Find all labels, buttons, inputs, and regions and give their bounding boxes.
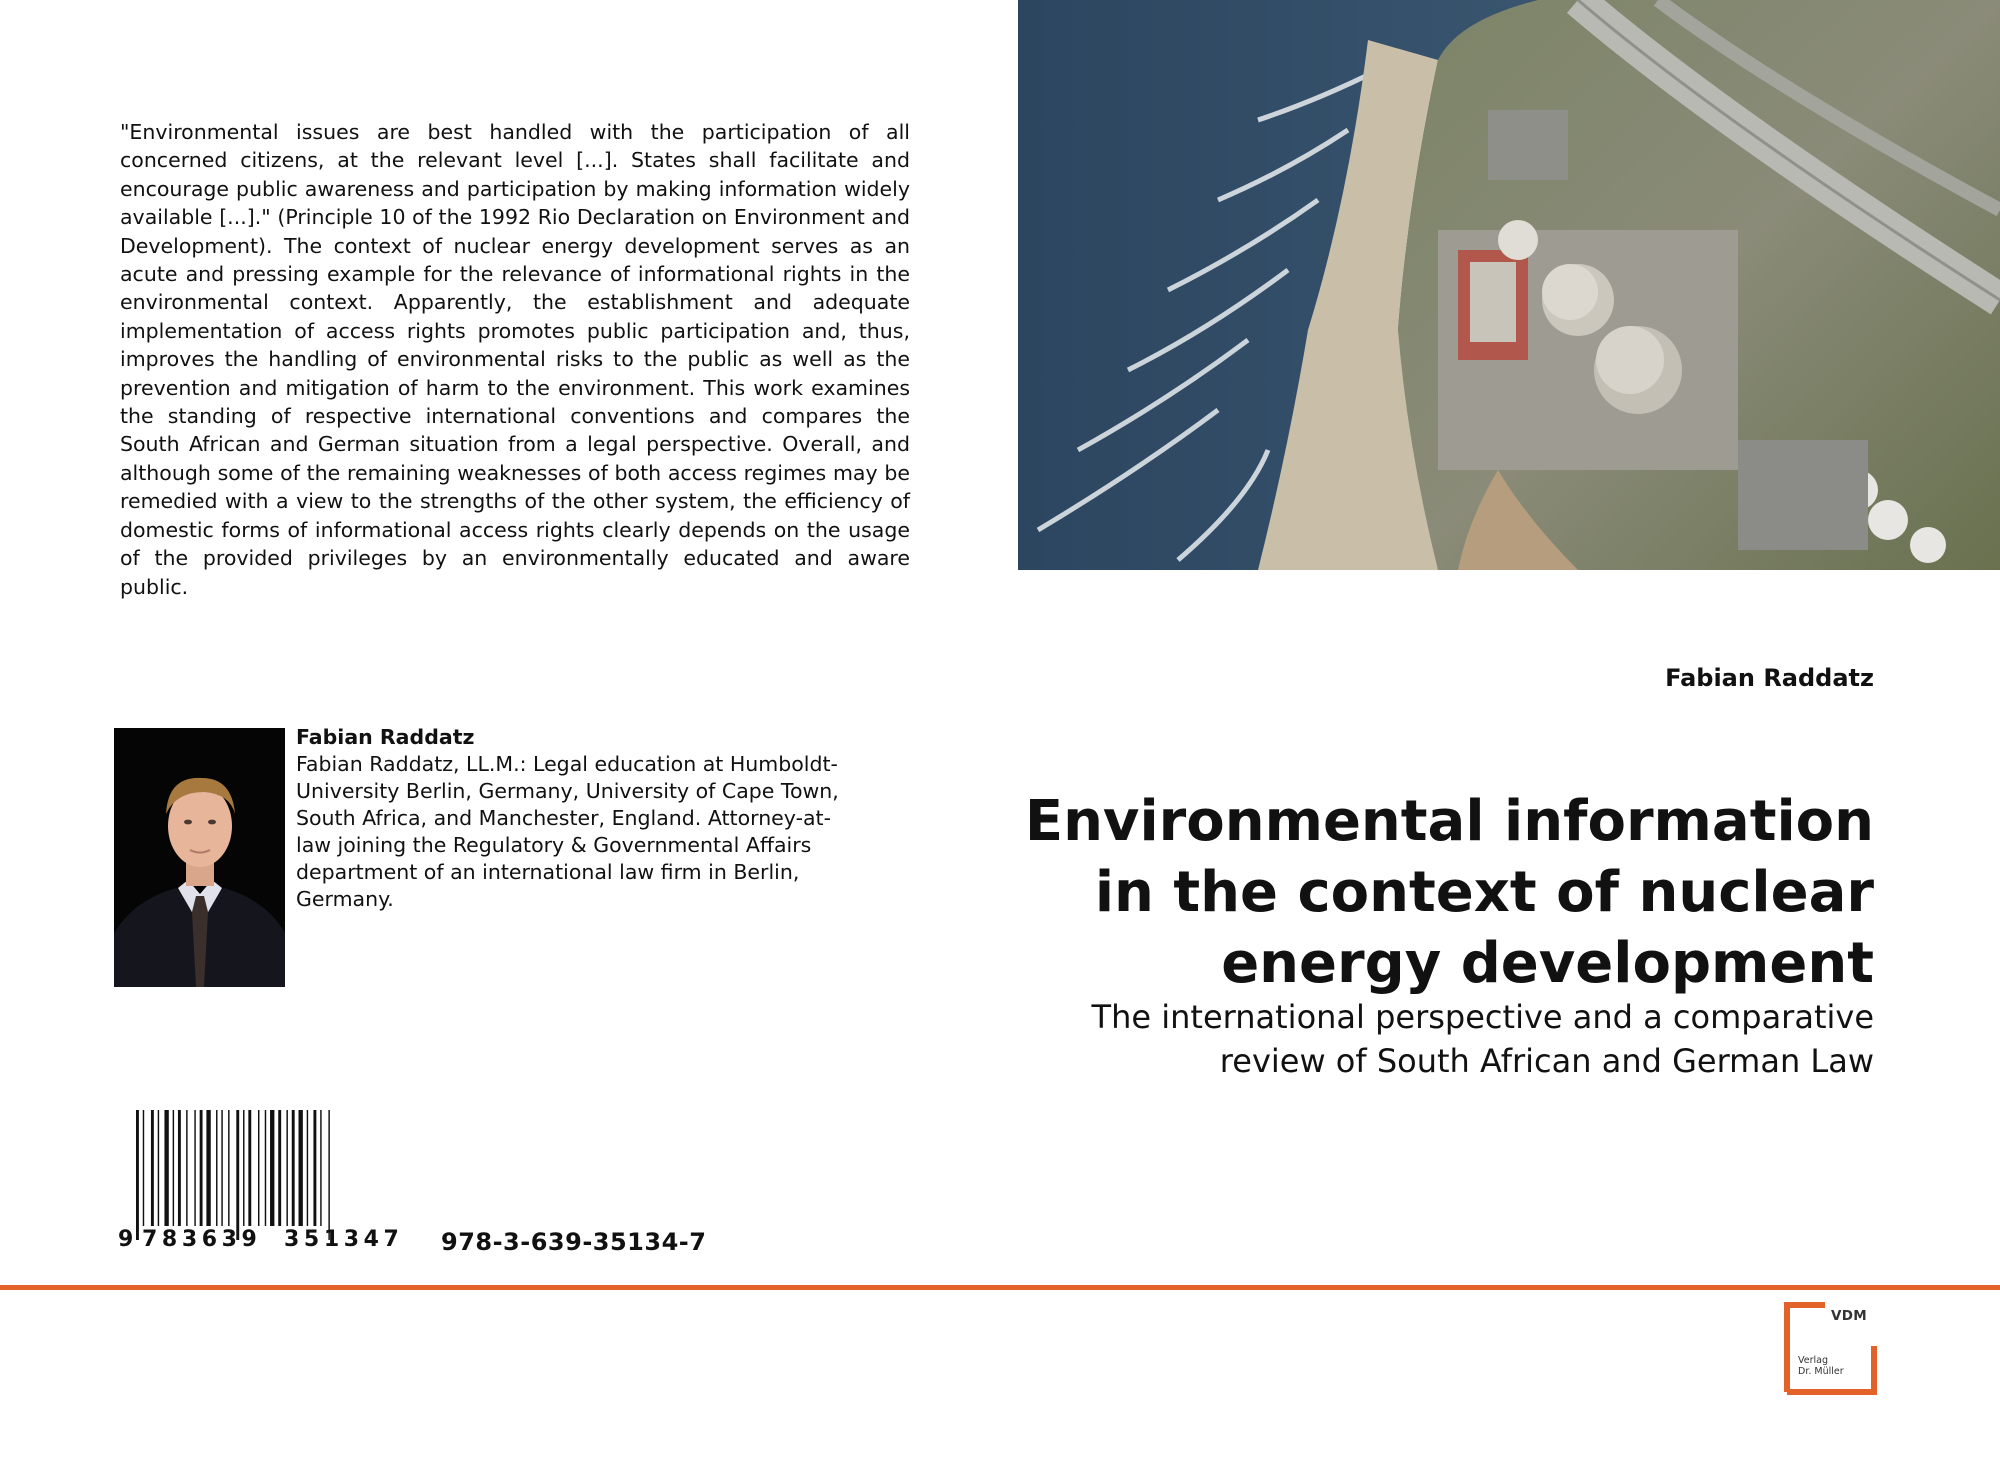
book-title [974, 786, 1874, 999]
publisher-name: VDM [1831, 1308, 1867, 1324]
barcode-graphic [110, 1108, 430, 1258]
author-portrait-image [114, 728, 285, 987]
barcode-digit-group-right: 351347 [284, 1227, 404, 1252]
front-cover-author: Fabian Raddatz [1665, 664, 1874, 692]
isbn-barcode [110, 1108, 430, 1258]
book-subtitle-line-1: The international perspective and a comparative [1091, 998, 1874, 1036]
cover-photo-nuclear-plant [1018, 0, 2000, 570]
book-title-line-3: energy development [1221, 931, 1874, 996]
book-title-line-2: in the context of nuclear [1094, 860, 1874, 925]
barcode-digit-group-left: 783639 [142, 1227, 262, 1252]
author-bio-text: Fabian Raddatz, LL.M.: Legal education at Humboldt-University Berlin, Germany, University of Cape Town, South Africa, and Manchester, England. Attorney-at-law joining the Regulatory & Governmental Affairs department of an international law firm in Berlin, Germany. [296, 752, 839, 911]
aerial-photo-image [1018, 0, 2000, 570]
publisher-logo [1784, 1302, 1877, 1395]
publisher-imprint-line-1: Verlag [1798, 1355, 1829, 1366]
publisher-imprint-line-2: Dr. Müller [1798, 1365, 1844, 1377]
author-portrait-photo [114, 728, 285, 987]
back-cover-blurb: "Environmental issues are best handled with the participation of all concerned citizens, at the relevant level [...]. States shall facilitate and encourage public awareness and participation by making information widely available [...]." (Principle 10 of the 1992 Rio Declaration on Environment and Development). The context of nuclear energy development serves as an acute and pressing example for the relevance of informational rights in the environmental context. Apparently, the establishment and adequate implementation of access rights promotes public participation and, thus, improves the handling of environmental risks to the public as well as the prevention and mitigation of harm to the environment. This work examines the standing of respective international conventions and compares the South African and German situation from a legal perspective. Overall, and although some of the remaining weaknesses of both access regimes may be remedied with a view to the strengths of the other system, the efficiency of domestic forms of informational access rights clearly depends on the usage of the provided privileges by an environmentally educated and aware public. [120, 120, 910, 599]
book-subtitle [974, 995, 1874, 1083]
book-subtitle-line-2: review of South African and German Law [1219, 1042, 1874, 1080]
publisher-imprint [1798, 1356, 1844, 1377]
barcode-digit-prefix: 9 [118, 1227, 134, 1252]
author-bio [296, 724, 841, 913]
author-bio-name: Fabian Raddatz [296, 725, 475, 749]
isbn-number: 978-3-639-35134-7 [441, 1228, 707, 1256]
book-title-line-1: Environmental information [1024, 789, 1874, 854]
orange-divider-rule [0, 1285, 2000, 1290]
